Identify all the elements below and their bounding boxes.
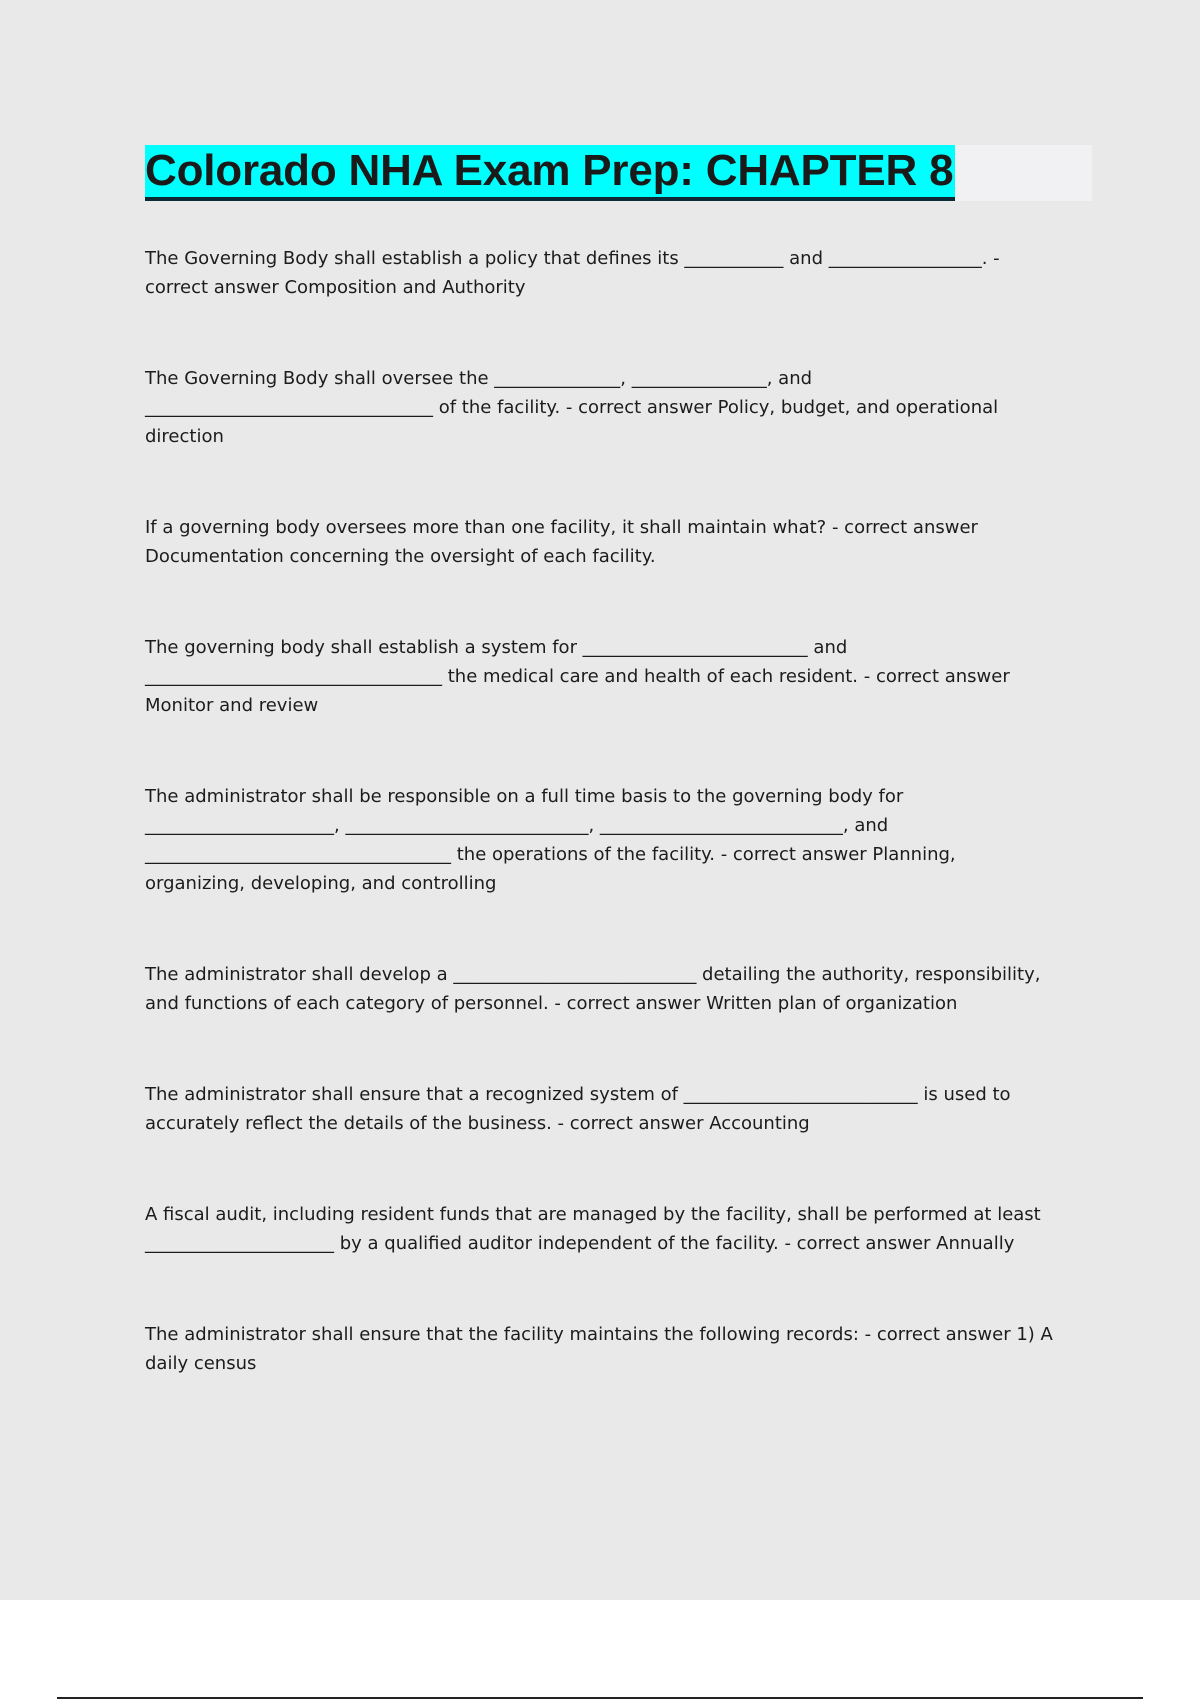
qa-item: A fiscal audit, including resident funds that are managed by the facility, shall be performed at least _____________________ by a qualified auditor independent of the facility. - correct answer Annually: [145, 1204, 1047, 1254]
qa-item: The governing body shall establish a system for _________________________ and _________________________________ the medical care and health of each resident. - correct answer Monitor and review: [145, 637, 1016, 716]
qa-item: The administrator shall ensure that a recognized system of __________________________ is used to accurately reflect the details of the business. - correct answer Accounting: [145, 1084, 1017, 1134]
footer-divider: [57, 1697, 1143, 1699]
qa-item: The administrator shall develop a ___________________________ detailing the authority, responsibility, and functions of each category of personnel. - correct answer Written plan of organization: [145, 964, 1047, 1014]
qa-item: The Governing Body shall establish a policy that defines its ___________ and _________________. - correct answer Composition and Authority: [145, 248, 1006, 298]
qa-list: [145, 244, 1060, 1378]
qa-item: The Governing Body shall oversee the ______________, _______________, and ________________________________ of the facility. - correct answer Policy, budget, and operational direction: [145, 368, 1004, 447]
title-bar: [145, 145, 1092, 201]
qa-item: If a governing body oversees more than one facility, it shall maintain what? - correct answer Documentation concerning the oversight of each facility.: [145, 517, 984, 567]
qa-item: The administrator shall be responsible on a full time basis to the governing body for _____________________, ___________________________, ___________________________, and __________________________________ the operations of the facility. - correct answer Planning, organizing, developing, and controlling: [145, 786, 962, 894]
qa-item: The administrator shall ensure that the facility maintains the following records: - correct answer 1) A daily census: [145, 1324, 1059, 1374]
page-title: Colorado NHA Exam Prep: CHAPTER 8: [145, 145, 955, 201]
